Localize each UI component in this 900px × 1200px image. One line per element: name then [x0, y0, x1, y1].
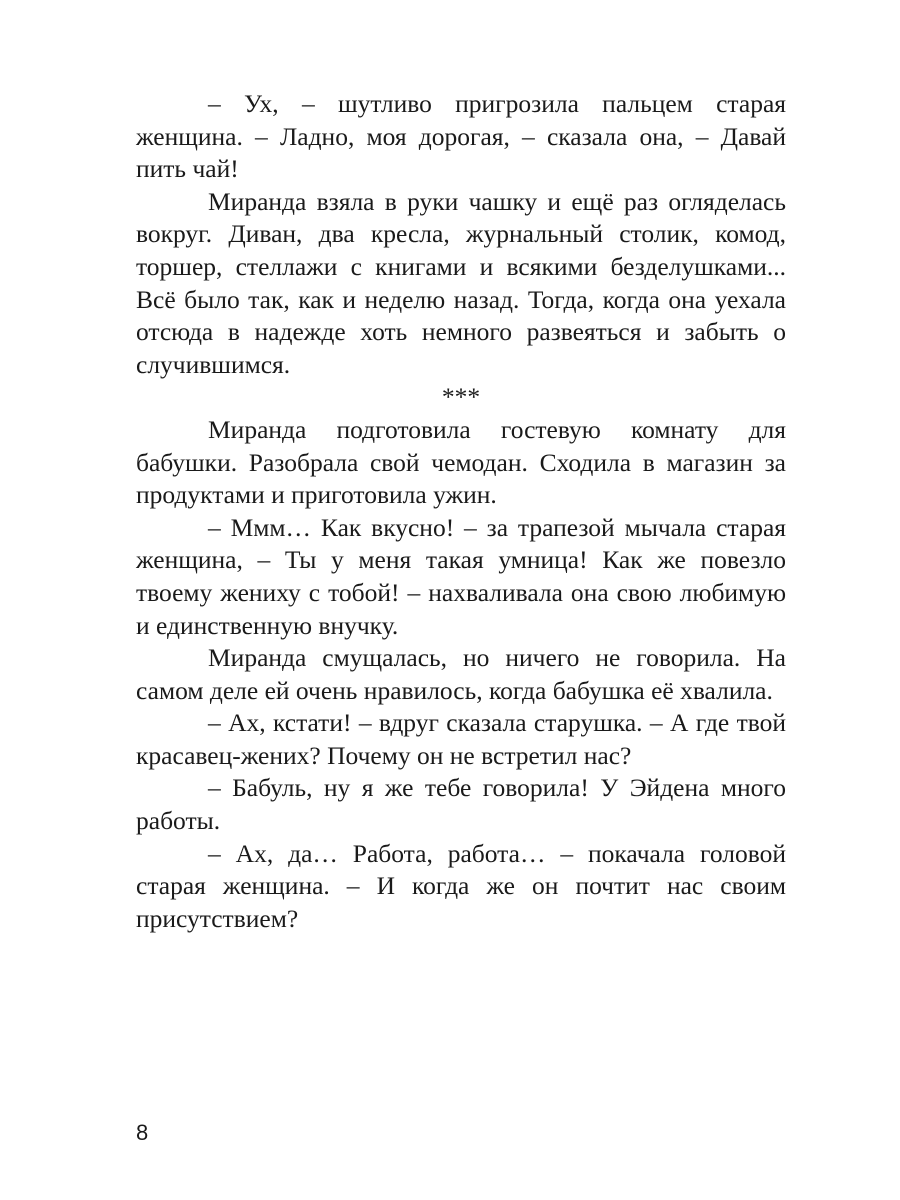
- paragraph-2: Миранда взяла в руки чашку и ещё раз огляделась вокруг. Диван, два кресла, журнальный столик, комод, торшер, стеллажи с книгами и всякими безделушками... Всё было так, как и неделю назад. Тогда, когда она уехала отсюда в надежде хоть немного развеяться и забыть о случившимся.: [136, 186, 786, 379]
- paragraph-1: – Ух, – шутливо пригрозила пальцем старая женщина. – Ладно, моя дорогая, – сказала она, – Давай пить чай!: [136, 89, 786, 184]
- page-number: 8: [136, 1120, 149, 1145]
- paragraph-3: Миранда подготовила гостевую комнату для бабушки. Разобрала свой чемодан. Сходила в магазин за продуктами и приготовила ужин.: [136, 414, 786, 510]
- paragraph-5: Миранда смущалась, но ничего не говорила. На самом деле ей очень нравилось, когда бабушка её хвалила.: [136, 643, 786, 705]
- paragraph-7: – Бабуль, ну я же тебе говорила! У Эйдена много работы.: [136, 773, 786, 836]
- paragraph-8: – Ах, да… Работа, работа… – покачала головой старая женщина. – И когда же он почтит нас своим присутствием?: [136, 838, 786, 933]
- paragraph-6: – Ах, кстати! – вдруг сказала старушка. – А где твой красавец-жених? Почему он не встретил нас?: [136, 708, 786, 770]
- paragraph-4: – Ммм… Как вкусно! – за трапезой мычала старая женщина, – Ты у меня такая умница! Как же повезло твоему жениху с тобой! – нахваливала она свою любимую и единственную внучку.: [136, 512, 786, 640]
- scene-separator: ***: [441, 382, 481, 412]
- page-body: [136, 88, 786, 935]
